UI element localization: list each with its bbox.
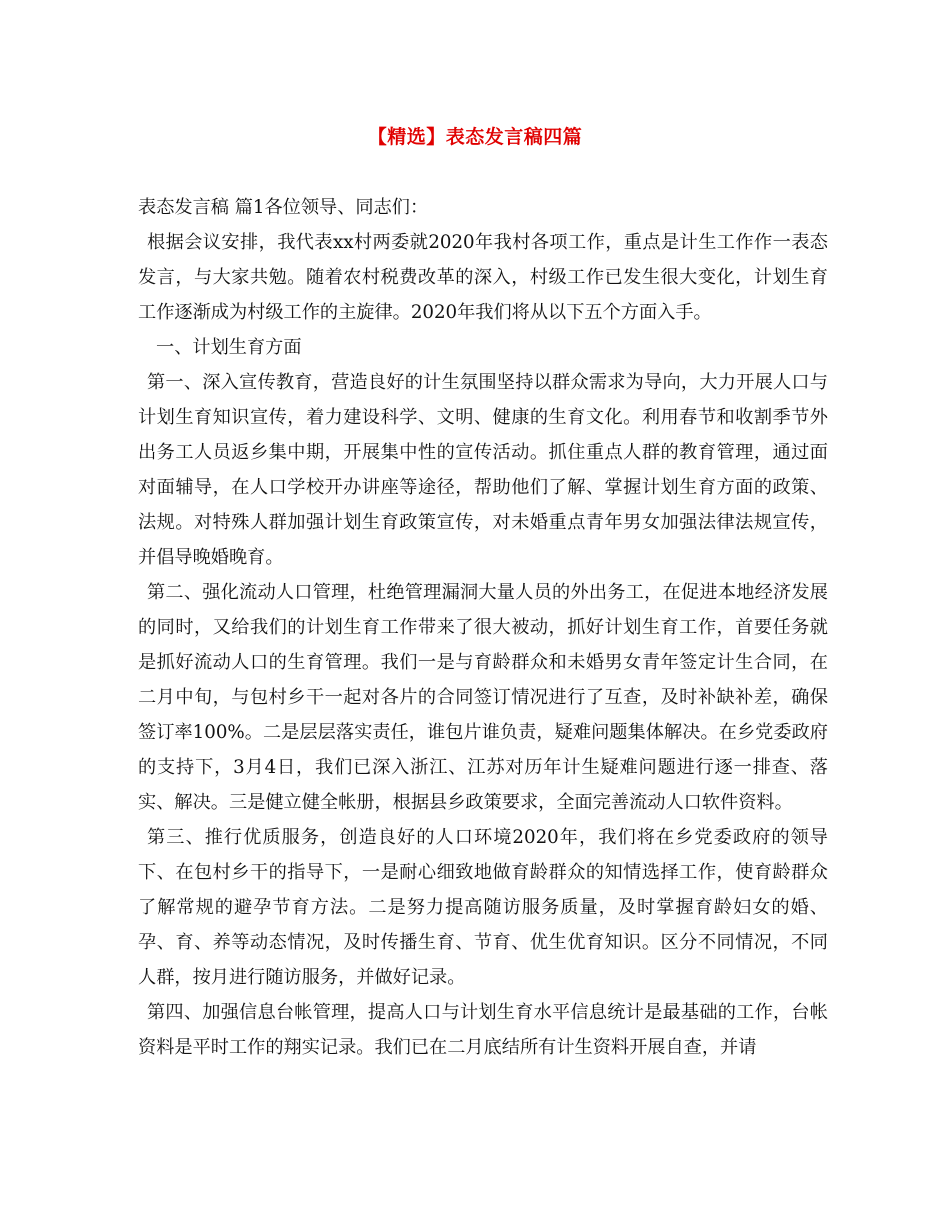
body-paragraph: 第四、加强信息台帐管理，提高人口与计划生育水平信息统计是最基础的工作，台帐资料是平时工作的翔实记录。我们已在二月底结所有计生资料开展自查，并请 <box>138 1002 828 1058</box>
section-heading: 一、计划生育方面 <box>156 337 302 358</box>
document-body <box>138 190 828 1065</box>
intro-paragraph: 根据会议安排，我代表xx村两委就2020年我村各项工作，重点是计生工作作一表态发言，与大家共勉。随着农村税费改革的深入，村级工作已发生很大变化，计划生育工作逐渐成为村级工作的主旋律。2020年我们将从以下五个方面入手。 <box>138 232 828 323</box>
document-title: 【精选】表态发言稿四篇 <box>367 126 583 148</box>
body-paragraph: 第二、强化流动人口管理，杜绝管理漏洞大量人员的外出务工，在促进本地经济发展的同时，又给我们的计划生育工作带来了很大被动，抓好计划生育工作，首要任务就是抓好流动人口的生育管理。我们一是与育龄群众和未婚男女青年签定计生合同，在二月中旬，与包村乡干一起对各片的合同签订情况进行了互查，及时补缺补差，确保签订率100%。二是层层落实责任，谁包片谁负责，疑难问题集体解决。在乡党委政府的支持下，3月4日，我们已深入浙江、江苏对历年计生疑难问题进行逐一排查、落实、解决。三是健立健全帐册，根据县乡政策要求，全面完善流动人口软件资料。 <box>138 582 828 813</box>
body-paragraph: 第一、深入宣传教育，营造良好的计生氛围坚持以群众需求为导向，大力开展人口与计划生育知识宣传，着力建设科学、文明、健康的生育文化。利用春节和收割季节外出务工人员返乡集中期，开展集中性的宣传活动。抓住重点人群的教育管理，通过面对面辅导，在人口学校开办讲座等途径，帮助他们了解、掌握计划生育方面的政策、法规。对特殊人群加强计划生育政策宣传，对未婚重点青年男女加强法律法规宣传，并倡导晚婚晚育。 <box>138 372 828 568</box>
body-paragraph: 第三、推行优质服务，创造良好的人口环境2020年，我们将在乡党委政府的领导下、在包村乡干的指导下，一是耐心细致地做育龄群众的知情选择工作，使育龄群众了解常规的避孕节育方法。二是努力提高随访服务质量，及时掌握育龄妇女的婚、孕、育、养等动态情况，及时传播生育、节育、优生优育知识。区分不同情况，不同人群，按月进行随访服务，并做好记录。 <box>138 827 828 988</box>
salutation-paragraph: 表态发言稿 篇1各位领导、同志们： <box>138 197 429 218</box>
